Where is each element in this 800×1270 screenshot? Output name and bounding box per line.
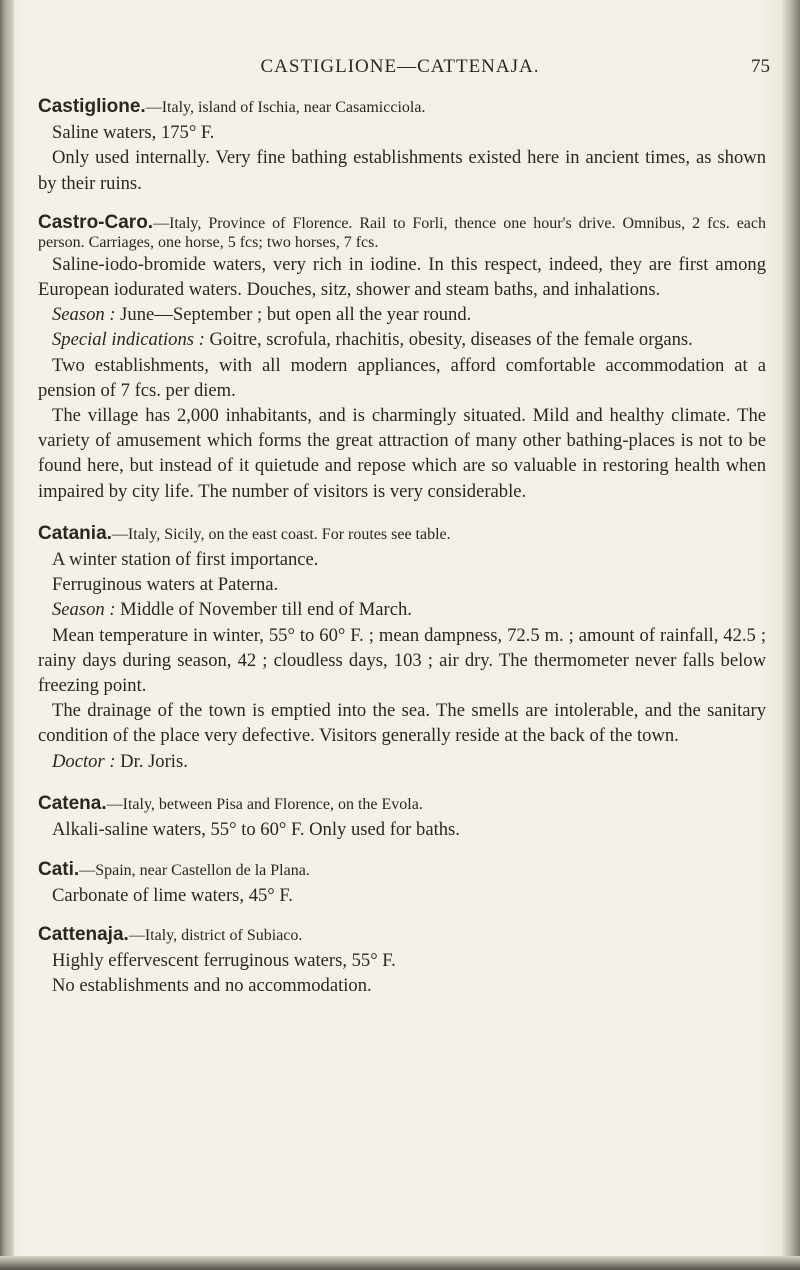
headword: Cattenaja. (38, 923, 129, 945)
season-label: Season : (52, 304, 116, 326)
headword: Castiglione. (38, 96, 146, 117)
season-line (38, 302, 766, 327)
entry-heading (38, 857, 766, 883)
entry-catena (38, 791, 766, 842)
season-text: June—September ; but open all the year round. (115, 304, 472, 326)
paragraph: A winter station of first importance. (52, 549, 319, 571)
headword: Catania. (38, 522, 112, 544)
season-label: Season : (52, 599, 116, 621)
season-line (38, 597, 766, 622)
paragraph: Mean temperature in winter, 55° to 60° F. ; mean dampness, 72.5 m. ; amount of rainfall, 42.5 ; rainy days during season, 42 ; cloudless days, 103 ; air dry. The thermometer never falls below freezing point. (38, 624, 766, 697)
paragraph: Saline waters, 175° F. (52, 122, 215, 144)
page-content (38, 94, 766, 998)
doctor-line (38, 749, 766, 774)
headword: Catena. (38, 792, 107, 814)
paragraph: The drainage of the town is emptied into the sea. The smells are intolerable, and the sanitary condition of the place very defective. Visitors generally reside at the back of the town. (38, 700, 766, 747)
entry-heading (38, 94, 766, 120)
location-text: —Italy, between Pisa and Florence, on the Evola. (106, 795, 423, 813)
doctor-label: Doctor : (52, 750, 116, 772)
paragraph: Ferruginous waters at Paterna. (52, 574, 279, 596)
indications-line (38, 327, 766, 352)
entry-heading (38, 791, 766, 817)
running-head: CASTIGLIONE—CATTENAJA. (260, 56, 540, 77)
headword: Castro-Caro. (38, 211, 154, 233)
paragraph: The village has 2,000 inhabitants, and is charmingly situated. Mild and healthy climate. The variety of amusement which forms the great attraction of many other bathing-places is not to be found here, but instead of it quietude and repose which are so valuable in restoring health when impaired by city life. The number of visitors is very considerable. (38, 405, 766, 502)
paragraph: No establishments and no accommodation. (52, 975, 372, 997)
entry-cati (38, 857, 766, 908)
entry-heading (38, 521, 766, 547)
indications-label: Special indications : (52, 329, 205, 351)
page-left-edge (0, 0, 14, 1270)
entry-castiglione (38, 94, 766, 196)
page-header (0, 56, 800, 80)
page-number: 75 (751, 56, 770, 77)
page-right-edge (782, 0, 800, 1270)
paragraph: Carbonate of lime waters, 45° F. (52, 885, 293, 907)
location-text: —Spain, near Castellon de la Plana. (79, 862, 310, 880)
page-bottom-edge (0, 1256, 800, 1270)
location-text: —Italy, Province of Florence. Rail to Forli, thence one hour's drive. Omnibus, 2 fcs. each person. Carriages, one horse, 5 fcs; two horses, 7 fcs. (38, 214, 766, 251)
season-text: Middle of November till end of March. (115, 599, 412, 621)
entry-heading (38, 922, 766, 948)
headword: Cati. (38, 859, 80, 881)
location-text: —Italy, district of Subiaco. (128, 926, 303, 944)
paragraph: Two establishments, with all modern appliances, afford comfortable accommodation at a pension of 7 fcs. per diem. (38, 354, 766, 401)
paragraph: Alkali-saline waters, 55° to 60° F. Only used for baths. (52, 819, 460, 841)
indications-text: Goitre, scrofula, rhachitis, obesity, diseases of the female organs. (204, 329, 693, 351)
entry-catania (38, 521, 766, 774)
paragraph: Only used internally. Very fine bathing establishments existed here in ancient times, as shown by their ruins. (38, 147, 766, 194)
doctor-text: Dr. Joris. (115, 750, 188, 772)
location-text: —Italy, island of Ischia, near Casamicciola. (145, 99, 426, 116)
paragraph: Highly effervescent ferruginous waters, 55° F. (52, 949, 396, 971)
entry-heading (38, 213, 766, 252)
paragraph: Saline-iodo-bromide waters, very rich in iodine. In this respect, indeed, they are first among European iodurated waters. Douches, sitz, shower and steam baths, and inhalations. (38, 253, 766, 301)
location-text: —Italy, Sicily, on the east coast. For routes see table. (111, 525, 451, 543)
entry-cattenaja (38, 922, 766, 999)
entry-castro-caro (38, 213, 766, 504)
